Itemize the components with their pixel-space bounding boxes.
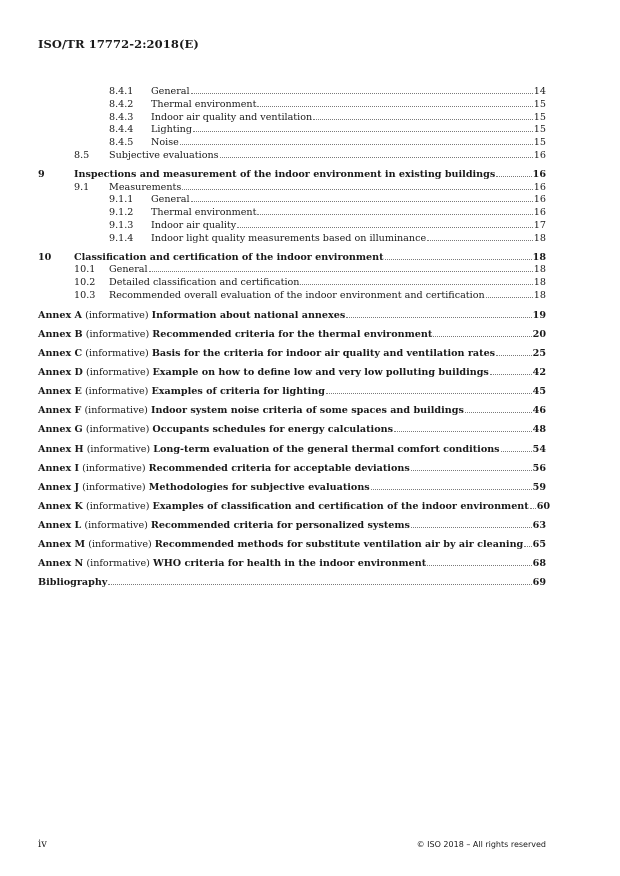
annex-title: Information about national annexes (151, 309, 346, 321)
annex-title-group (38, 519, 410, 532)
annex-title-group (38, 538, 523, 551)
toc-entry-page: 16 (533, 149, 546, 161)
toc-annex-page: 60 (536, 500, 551, 512)
annex-label: Annex A (38, 309, 83, 321)
toc-entry-title: Indoor air quality (151, 219, 237, 231)
toc-annex-entry[interactable] (38, 443, 546, 456)
dot-leader (465, 412, 532, 413)
dot-leader (191, 93, 533, 94)
annex-label: Annex D (38, 367, 83, 379)
toc-annex-entry[interactable] (38, 404, 546, 417)
toc-entry-page: 18 (533, 232, 546, 244)
toc-entry-title: Thermal environment (151, 98, 257, 110)
toc-entry[interactable] (38, 86, 546, 99)
toc-annex-entry[interactable] (38, 538, 546, 551)
dot-leader (427, 240, 533, 241)
toc-annex-entry[interactable] (38, 385, 546, 398)
annex-informative: (informative) (82, 462, 146, 474)
annex-informative: (informative) (85, 348, 149, 360)
toc-annex-page: 48 (532, 424, 546, 436)
annex-informative: (informative) (84, 386, 149, 398)
dot-leader (496, 176, 531, 177)
toc-entry[interactable] (38, 264, 546, 277)
toc-entry-number: 9.1.3 (109, 219, 134, 231)
toc-annex-page: 68 (532, 558, 546, 570)
toc-annex-page: 56 (532, 462, 546, 474)
dot-leader (411, 470, 532, 471)
toc-annex-page: 19 (532, 309, 546, 321)
toc-annex-page: 25 (532, 348, 546, 360)
toc-entry-title: Recommended overall evaluation of the indoor environment and certification (109, 289, 485, 301)
dot-leader (326, 393, 532, 394)
toc-entry-number: 10 (38, 251, 52, 263)
toc-entry-page: 18 (533, 277, 546, 289)
toc-annex-entry[interactable] (38, 328, 546, 341)
annex-title-group (38, 385, 325, 398)
toc-entry-number: 9.1.4 (109, 232, 134, 244)
table-of-contents (38, 86, 551, 589)
toc-entry-number: 10.2 (74, 277, 96, 289)
toc-entry[interactable] (38, 207, 546, 220)
toc-entry-number: 8.4.3 (109, 111, 134, 123)
dot-leader (524, 546, 531, 547)
page-number: iv (38, 839, 47, 850)
toc-entry-title: Indoor air quality and ventilation (151, 111, 313, 123)
toc-entry[interactable] (38, 182, 546, 195)
annex-informative: (informative) (84, 519, 148, 531)
toc-entry-page: 14 (533, 86, 546, 97)
dot-leader (300, 284, 532, 285)
dot-leader (394, 431, 532, 432)
document-id-header: ISO/TR 17772-2:2018(E) (38, 37, 199, 51)
toc-entry[interactable] (38, 220, 546, 233)
dot-leader (433, 336, 531, 337)
dot-leader (237, 227, 533, 228)
annex-title: Long-term evaluation of the general thermal comfort conditions (153, 443, 500, 455)
toc-entry-page: 15 (533, 124, 546, 136)
bibliography-title: Bibliography (38, 577, 108, 589)
dot-leader (220, 157, 533, 158)
annex-label: Annex M (38, 538, 86, 550)
dot-leader (501, 451, 532, 452)
annex-title-group (38, 328, 432, 341)
toc-annex-entry[interactable] (38, 309, 546, 322)
toc-entry-page: 18 (533, 264, 546, 276)
annex-label: Annex B (38, 328, 83, 340)
annex-label: Annex L (38, 519, 82, 531)
toc-entry-number: 8.5 (74, 149, 90, 161)
toc-annex-entry[interactable] (38, 347, 546, 360)
toc-entry[interactable] (38, 112, 546, 125)
annex-title-group (38, 462, 410, 475)
dot-leader (257, 214, 532, 215)
annex-title: Recommended criteria for personalized systems (150, 519, 410, 531)
annex-label: Annex N (38, 558, 84, 570)
annex-informative: (informative) (85, 500, 150, 512)
toc-annex-entry[interactable] (38, 366, 546, 379)
annex-title-group (38, 366, 489, 379)
toc-entry-number: 10.3 (74, 289, 96, 301)
toc-entry-number: 8.4.4 (109, 124, 134, 136)
annex-informative: (informative) (86, 443, 151, 455)
toc-entry-page: 16 (532, 168, 546, 180)
toc-entry-page: 16 (533, 207, 546, 219)
dot-leader (257, 106, 532, 107)
annex-informative: (informative) (85, 328, 150, 340)
annex-informative: (informative) (85, 424, 150, 436)
toc-annex-entry[interactable] (38, 481, 546, 494)
dot-leader (371, 489, 532, 490)
annex-title: Methodologies for subjective evaluations (148, 481, 370, 493)
annex-title-group (38, 500, 529, 513)
toc-entry[interactable] (38, 194, 546, 207)
toc-entry-page: 18 (533, 289, 546, 301)
toc-entry-title: General (151, 86, 190, 97)
annex-label: Annex C (38, 348, 83, 360)
annex-label: Annex H (38, 443, 84, 455)
toc-entry-page: 15 (533, 137, 546, 149)
toc-annex-page: 65 (532, 538, 546, 550)
toc-annex-page: 54 (532, 443, 546, 455)
dot-leader (427, 565, 532, 566)
annex-title: Indoor system noise criteria of some spaces and buildings (150, 405, 464, 417)
annex-label: Annex F (38, 405, 82, 417)
toc-annex-entry[interactable] (38, 500, 551, 513)
toc-entry[interactable] (38, 150, 546, 163)
dot-leader (313, 119, 533, 120)
annex-title-group (38, 423, 393, 436)
dot-leader (530, 508, 536, 509)
annex-title-group (38, 481, 370, 494)
toc-entry-page: 17 (533, 219, 546, 231)
toc-entry-title: General (109, 264, 148, 276)
toc-entry[interactable] (38, 124, 546, 137)
annex-title: Recommended criteria for acceptable deviations (148, 462, 410, 474)
annex-title: Basis for the criteria for indoor air quality and ventilation rates (151, 348, 496, 360)
toc-entry-title: Noise (151, 137, 179, 149)
toc-annex-page: 45 (532, 386, 546, 398)
dot-leader (182, 189, 532, 190)
toc-entry-number: 9 (38, 168, 45, 180)
copyright-notice: © ISO 2018 – All rights reserved (416, 840, 546, 849)
toc-entry[interactable] (38, 290, 546, 303)
toc-entry-title: Classification and certification of the indoor environment (74, 251, 384, 263)
toc-entry-number: 9.1.1 (109, 194, 134, 206)
dot-leader (193, 131, 533, 132)
toc-entry-number: 9.1 (74, 181, 90, 193)
annex-title: Occupants schedules for energy calculations (152, 424, 393, 436)
annex-title-group (38, 557, 426, 570)
annex-title-group (38, 309, 345, 322)
toc-entry-number: 8.4.1 (109, 86, 134, 97)
toc-entry-number: 9.1.2 (109, 207, 134, 219)
annex-informative: (informative) (85, 367, 150, 379)
annex-title: Examples of criteria for lighting (151, 386, 325, 398)
annex-title: WHO criteria for health in the indoor environment (152, 558, 427, 570)
toc-entry-page: 16 (533, 194, 546, 206)
toc-entry-page: 16 (533, 181, 546, 193)
toc-entry-page: 15 (533, 98, 546, 110)
toc-annex-entry[interactable] (38, 423, 546, 436)
toc-entry-title: Indoor light quality measurements based on illuminance (151, 232, 427, 244)
dot-leader (496, 355, 532, 356)
annex-informative: (informative) (85, 309, 149, 321)
dot-leader (180, 144, 533, 145)
annex-title-group (38, 404, 464, 417)
annex-title-group (38, 443, 500, 456)
toc-entry[interactable] (38, 169, 546, 182)
dot-leader (411, 527, 532, 528)
toc-annex-entry[interactable] (38, 519, 546, 532)
annex-title: Examples of classification and certification of the indoor environment (152, 500, 529, 512)
toc-annex-page: 46 (532, 405, 546, 417)
toc-entry-title: Subjective evaluations (109, 149, 219, 161)
annex-title: Recommended methods for substitute ventilation air by air cleaning (154, 538, 524, 550)
annex-informative: (informative) (82, 481, 146, 493)
toc-entry-title: General (151, 194, 190, 206)
annex-label: Annex E (38, 386, 82, 398)
toc-entry[interactable] (38, 99, 546, 112)
annex-informative: (informative) (84, 405, 148, 417)
toc-entry-title: Thermal environment (151, 207, 257, 219)
toc-entry-title: Lighting (151, 124, 193, 136)
dot-leader (191, 201, 533, 202)
annex-title-group (38, 347, 495, 360)
annex-informative: (informative) (88, 538, 152, 550)
dot-leader (108, 584, 531, 585)
toc-entry-page: 15 (533, 111, 546, 123)
toc-annex-entry[interactable] (38, 462, 546, 475)
toc-bibliography-entry[interactable] (38, 576, 546, 589)
toc-annex-page: 63 (532, 519, 546, 531)
toc-entry-number: 10.1 (74, 264, 96, 276)
annex-label: Annex I (38, 462, 80, 474)
annex-label: Annex G (38, 424, 83, 436)
toc-entry[interactable] (38, 137, 546, 150)
annex-informative: (informative) (86, 558, 150, 570)
toc-entry-title: Detailed classification and certification (109, 277, 300, 289)
annex-title: Example on how to define low and very low polluting buildings (152, 367, 489, 379)
toc-entry-title: Inspections and measurement of the indoor environment in existing buildings (74, 168, 496, 180)
toc-annex-page: 20 (532, 328, 546, 340)
toc-annex-page: 59 (532, 481, 546, 493)
annex-title: Recommended criteria for the thermal environment (152, 328, 433, 340)
bibliography-page: 69 (532, 577, 546, 589)
dot-leader (149, 271, 533, 272)
dot-leader (346, 317, 531, 318)
toc-entry[interactable] (38, 277, 546, 290)
toc-annex-entry[interactable] (38, 557, 546, 570)
annex-label: Annex J (38, 481, 80, 493)
toc-entry[interactable] (38, 233, 546, 246)
toc-annex-page: 42 (532, 367, 546, 379)
dot-leader (385, 259, 532, 260)
dot-leader (490, 374, 532, 375)
toc-entry-number: 8.4.2 (109, 98, 134, 110)
toc-entry[interactable] (38, 252, 546, 265)
toc-entry-number: 8.4.5 (109, 137, 134, 149)
toc-entry-title: Measurements (109, 181, 182, 193)
annex-label: Annex K (38, 500, 83, 512)
dot-leader (486, 297, 533, 298)
toc-entry-page: 18 (532, 251, 546, 263)
